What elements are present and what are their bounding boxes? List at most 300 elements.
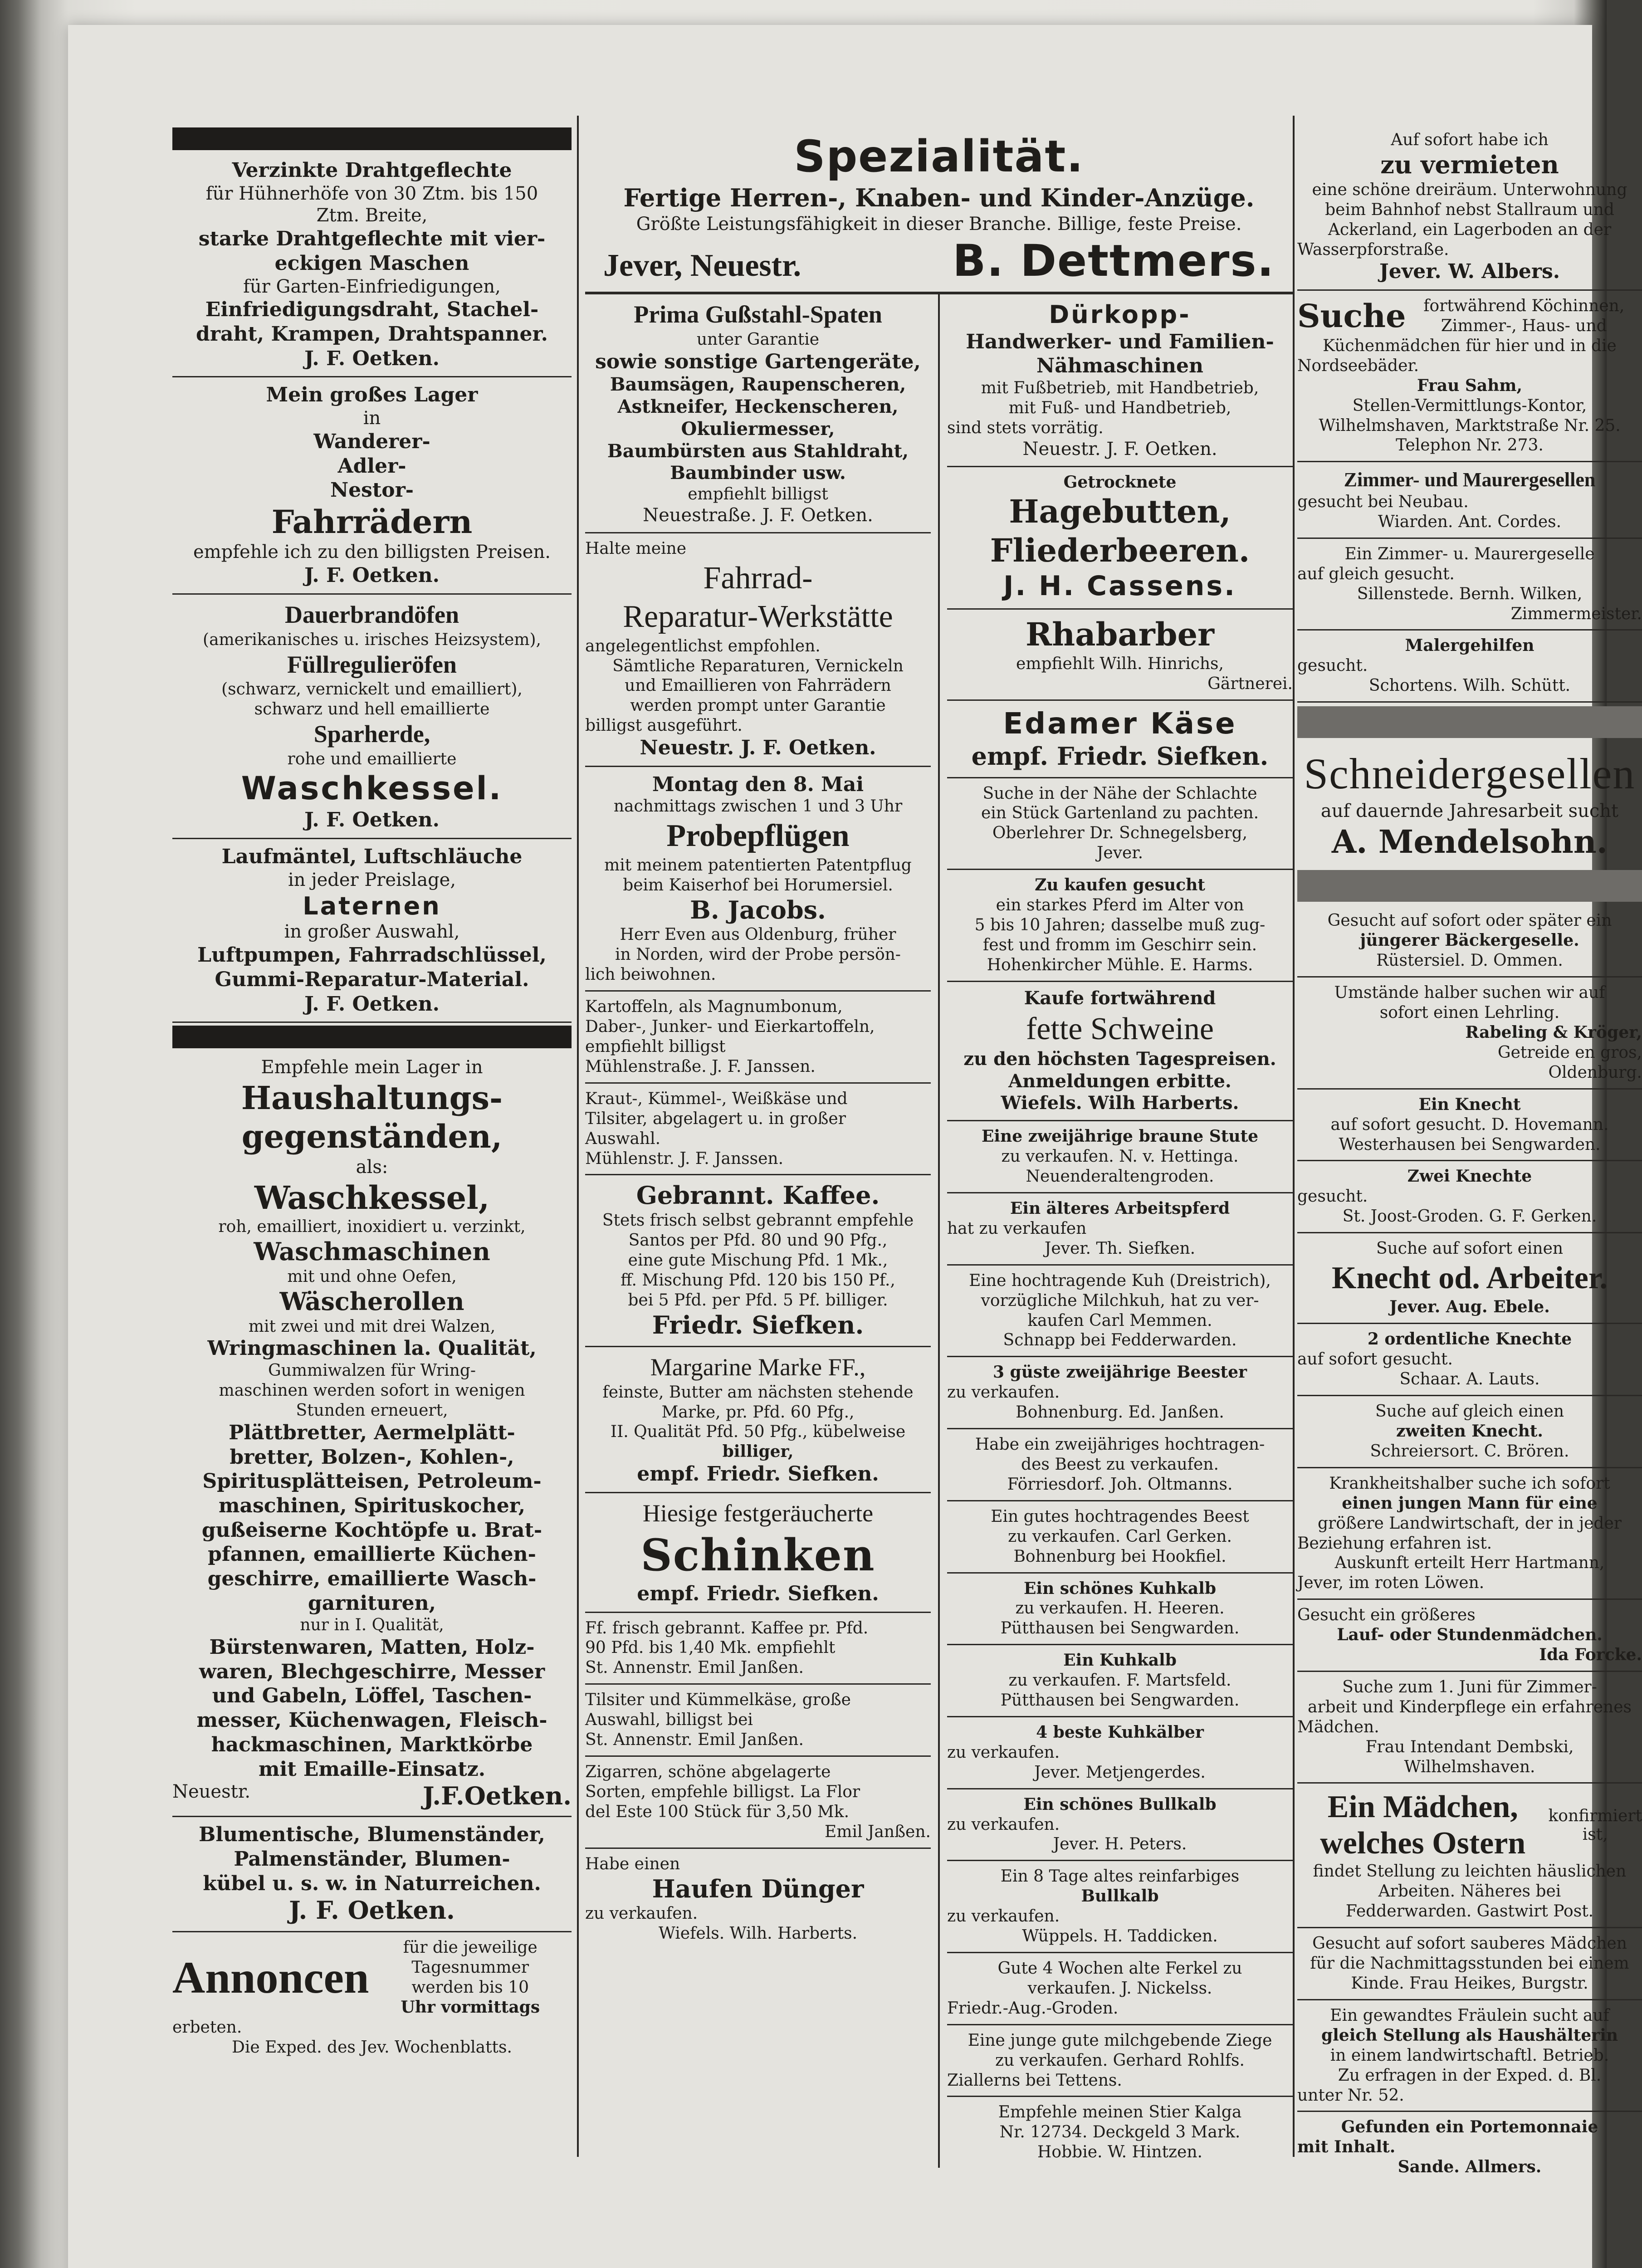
ad-line: Schnapp bei Fedderwarden. bbox=[1003, 1331, 1237, 1350]
ad-line: eckigen Maschen bbox=[274, 251, 469, 275]
ad-headline: fette Schweine bbox=[1026, 1011, 1214, 1046]
ad-signature: A. Mendelsohn. bbox=[1331, 823, 1608, 861]
ad-cigars bbox=[585, 1757, 931, 1849]
ad-second-farmhand bbox=[1297, 1396, 1642, 1468]
ad-headline: Fahrrad- bbox=[703, 560, 813, 596]
ad-line: zu verkaufen. bbox=[585, 1904, 698, 1923]
ad-headline: Fahrrädern bbox=[271, 503, 473, 541]
ad-line: Bürstenwaren, Matten, Holz- bbox=[209, 1636, 535, 1659]
ad-flower-stands bbox=[172, 1817, 572, 1932]
ad-line: Nr. 12734. Deckgeld 3 Mark. bbox=[999, 2123, 1241, 2142]
ad-line: draht, Krampen, Drahtspanner. bbox=[196, 323, 548, 346]
ad-line: Stellen-Vermittlungs-Kontor, bbox=[1352, 396, 1587, 415]
ad-signature: J. F. Oetken. bbox=[304, 992, 440, 1016]
ad-line: Eine junge gute milchgebende Ziege bbox=[968, 2031, 1272, 2050]
ad-line: Ein 8 Tage altes reinfarbiges bbox=[1000, 1867, 1240, 1886]
ad-signature: J.F.Oetken. bbox=[422, 1781, 572, 1811]
ad-line: Ff. frisch gebrannt. Kaffee pr. Pfd. bbox=[585, 1618, 869, 1637]
ad-line: Malergehilfen bbox=[1405, 636, 1534, 655]
ad-line: gesucht bei Neubau. bbox=[1297, 493, 1469, 511]
ad-line: in bbox=[363, 408, 381, 429]
ad-signature: empf. Friedr. Siefken. bbox=[637, 1462, 879, 1486]
ad-coffee-janssen bbox=[585, 1613, 931, 1685]
ad-line: Zimmermeister. bbox=[1510, 604, 1642, 623]
ad-tilsiter-janssen bbox=[585, 1685, 931, 1757]
newspaper-page bbox=[68, 25, 1642, 2268]
ad-signature: Neuestr. J. F. Oetken. bbox=[640, 736, 876, 760]
ad-line: Luftpumpen, Fahrradschlüssel, bbox=[197, 943, 547, 967]
ad-line: nachmittags zwischen 1 und 3 Uhr bbox=[613, 797, 903, 816]
ad-line: Tagesnummer bbox=[411, 1958, 529, 1977]
ad-line: Suche auf sofort einen bbox=[1376, 1239, 1564, 1258]
ad-headline: Zimmer- und Maurergesellen bbox=[1344, 469, 1596, 491]
ad-line: zu verkaufen. F. Martsfeld. bbox=[1008, 1671, 1232, 1690]
ad-line: Hiesige festgeräucherte bbox=[642, 1499, 874, 1527]
ad-line: Größte Leistungsfähigkeit in dieser Branche. Billige, feste Preise. bbox=[636, 213, 1242, 235]
ad-line: beim Kaiserhof bei Horumersiel. bbox=[623, 875, 893, 894]
ad-line: Zigarren, schöne abgelagerte bbox=[585, 1762, 831, 1781]
ad-nanny bbox=[1297, 1672, 1642, 1784]
ad-signature: Emil Janßen. bbox=[825, 1822, 931, 1841]
ad-garden-land bbox=[947, 778, 1293, 870]
ad-line: 5 bis 10 Jahren; dasselbe muß zug- bbox=[974, 915, 1266, 934]
ad-signature: Die Exped. des Jev. Wochenblatts. bbox=[232, 2038, 512, 2057]
ad-line: Auswahl, billigst bei bbox=[585, 1711, 753, 1730]
ad-line: II. Qualität Pfd. 50 Pfg., kübelweise bbox=[610, 1422, 906, 1442]
ad-headline: Knecht od. Arbeiter. bbox=[1332, 1261, 1608, 1296]
ad-line: einen jungen Mann für eine bbox=[1342, 1493, 1598, 1513]
ad-line: mit Inhalt. bbox=[1297, 2137, 1396, 2157]
ad-line: zu verkaufen. bbox=[947, 1907, 1060, 1926]
ad-line: hackmaschinen, Marktkörbe bbox=[211, 1733, 533, 1756]
ad-signature: Ida Forcke. bbox=[1539, 1645, 1642, 1665]
ad-line: Wanderer- bbox=[313, 430, 430, 453]
ad-horse-wanted bbox=[947, 870, 1293, 982]
ad-line: in einem landwirtschaftl. Betrieb. bbox=[1330, 2046, 1609, 2065]
ad-headline: Sparherde, bbox=[313, 720, 430, 748]
ad-signature: Jever. W. Albers. bbox=[1379, 260, 1560, 284]
ad-headline: zu vermieten bbox=[1380, 150, 1559, 179]
ad-line: Adler- bbox=[337, 454, 406, 478]
ad-headline: Suche bbox=[1297, 297, 1406, 335]
ad-signature: Jever. H. Peters. bbox=[1053, 1835, 1187, 1854]
ad-line: Montag den 8. Mai bbox=[652, 772, 864, 796]
ad-signature: Schortens. Wilh. Schütt. bbox=[1368, 676, 1571, 695]
ad-found-purse bbox=[1297, 2112, 1642, 2183]
ad-signature: Neuestraße. J. F. Oetken. bbox=[643, 505, 873, 526]
ad-rosehips bbox=[947, 467, 1293, 610]
ad-rent bbox=[1297, 125, 1642, 291]
ad-line: Oldenburg. bbox=[1548, 1063, 1642, 1082]
ad-tailors bbox=[1297, 742, 1642, 866]
ad-line: maschinen werden sofort in wenigen bbox=[219, 1381, 525, 1400]
ad-line: Frau Sahm, bbox=[1417, 376, 1523, 395]
ad-cattle-2 bbox=[947, 1429, 1293, 1501]
ad-line: Eine zweijährige braune Stute bbox=[981, 1127, 1259, 1146]
ad-girl-wanted bbox=[1297, 1784, 1642, 1928]
ad-line: bei 5 Pfd. per Pfd. 5 Pf. billiger. bbox=[628, 1290, 888, 1310]
separator-bar bbox=[172, 1026, 572, 1048]
ad-annoncen bbox=[172, 1932, 572, 2063]
ad-apprentice bbox=[1297, 978, 1642, 1090]
ad-signature: Pütthausen bei Sengwarden. bbox=[1000, 1691, 1240, 1710]
ad-line: Getreide en gros, bbox=[1497, 1043, 1642, 1062]
ad-line: ff. Mischung Pfd. 120 bis 150 Pf., bbox=[621, 1271, 895, 1290]
ad-line: Gefunden ein Portemonnaie bbox=[1341, 2117, 1598, 2137]
ad-signature: Friedr. Siefken. bbox=[652, 1310, 864, 1339]
ad-line: Wasserpforstraße. bbox=[1297, 240, 1449, 259]
ad-line: mit Emaille-Einsatz. bbox=[258, 1757, 486, 1781]
ad-line: Gummiwalzen für Wring- bbox=[268, 1361, 476, 1380]
ad-headline: Gebrannt. Kaffee. bbox=[636, 1181, 880, 1210]
ad-signature: Jever. Th. Siefken. bbox=[1044, 1239, 1196, 1258]
ad-line: Gummi-Reparatur-Material. bbox=[215, 968, 529, 991]
ad-line: Friedr.-Aug.-Groden. bbox=[947, 1999, 1119, 2018]
ad-line: eine schöne dreiräum. Unterwohnung bbox=[1312, 180, 1627, 199]
ad-signature: Hobbie. W. Hintzen. bbox=[1037, 2143, 1202, 2162]
ad-line: Empfehle mein Lager in bbox=[261, 1057, 483, 1078]
ad-signature: Förriesdorf. Joh. Oltmanns. bbox=[1007, 1475, 1233, 1494]
ad-line: arbeit und Kinderpflege ein erfahrenes bbox=[1307, 1697, 1632, 1716]
ad-line: sowie sonstige Gartengeräte, bbox=[595, 350, 921, 373]
ad-mare bbox=[947, 1121, 1293, 1193]
column-2b bbox=[940, 294, 1293, 2168]
ad-line: auf gleich gesucht. bbox=[1297, 564, 1455, 583]
ad-line: mit Fußbetrieb, mit Handbetrieb, bbox=[981, 379, 1259, 397]
ad-line: 90 Pfd. bis 1,40 Mk. empfiehlt bbox=[585, 1638, 836, 1657]
column-2 bbox=[585, 125, 1293, 2168]
ad-line: Habe ein zweijähriges hochtragen- bbox=[975, 1435, 1265, 1454]
ad-headline: Laternen bbox=[303, 891, 441, 920]
ad-line: Anmeldungen erbitte. bbox=[1008, 1070, 1232, 1092]
ad-line: Fertige Herren-, Knaben- und Kinder-Anzüge. bbox=[623, 183, 1255, 213]
ad-line: zu verkaufen. N. v. Hettinga. bbox=[1001, 1147, 1239, 1166]
ad-line: Gesucht auf sofort oder später ein bbox=[1327, 911, 1612, 930]
ad-coffee bbox=[585, 1175, 931, 1347]
ad-line: Kartoffeln, als Magnumbonum, bbox=[585, 997, 843, 1017]
ad-cooks-wanted bbox=[1297, 291, 1642, 462]
ad-line: Uhr vormittags bbox=[401, 1997, 540, 2017]
ad-margarine bbox=[585, 1347, 931, 1493]
ad-line: auf dauernde Jahresarbeit sucht bbox=[1320, 801, 1619, 822]
ad-headline: Schneidergesellen bbox=[1304, 749, 1636, 798]
ad-line: del Este 100 Stück für 3,50 Mk. bbox=[585, 1802, 850, 1821]
ad-line: Sämtliche Reparaturen, Vernickeln bbox=[612, 656, 904, 675]
ad-line: Tilsiter und Kümmelkäse, große bbox=[585, 1691, 851, 1710]
ad-line: Blumentische, Blumenständer, bbox=[199, 1823, 545, 1847]
ad-wire-mesh bbox=[172, 153, 572, 377]
ad-line: Sorten, empfehle billigst. La Flor bbox=[585, 1782, 860, 1801]
ad-line: Arbeiten. Näheres bei bbox=[1378, 1882, 1561, 1901]
ad-signature: B. Jacobs. bbox=[690, 895, 826, 924]
ad-line: zu verkaufen. bbox=[947, 1815, 1060, 1834]
ad-line: Kraut-, Kümmel-, Weißkäse und bbox=[585, 1089, 848, 1108]
ad-line: Halte meine bbox=[585, 539, 687, 558]
ad-line: Lauf- oder Stundenmädchen. bbox=[1337, 1625, 1603, 1645]
ad-line: Eine hochtragende Kuh (Dreistrich), bbox=[969, 1271, 1271, 1290]
ad-two-farmhands bbox=[1297, 1161, 1642, 1233]
ad-signature: St. Annenstr. Emil Janßen. bbox=[585, 1730, 804, 1750]
ad-line: schwarz und hell emaillierte bbox=[254, 700, 490, 719]
ad-line: Santos per Pfd. 80 und 90 Pfg., bbox=[628, 1231, 888, 1250]
ad-bicycles bbox=[172, 377, 572, 594]
ad-line: Habe einen bbox=[585, 1854, 680, 1873]
ad-line: Frau Intendant Dembski, bbox=[1365, 1737, 1574, 1756]
ad-line: Suche in der Nähe der Schlachte bbox=[982, 784, 1257, 803]
ad-pigs bbox=[947, 982, 1293, 1122]
ad-line: Zwei Knechte bbox=[1407, 1167, 1532, 1186]
ad-line: mit meinem patentierten Patentpflug bbox=[604, 855, 912, 875]
ad-line: zu verkaufen. bbox=[947, 1383, 1060, 1402]
ad-line: 3 güste zweijährige Beester bbox=[992, 1363, 1247, 1382]
ad-signature: Rabeling & Kröger, bbox=[1465, 1022, 1642, 1042]
ad-line: findet Stellung zu leichten häuslichen bbox=[1313, 1862, 1627, 1881]
ad-line: erbeten. bbox=[172, 2018, 242, 2037]
ad-line: Telephon Nr. 273. bbox=[1396, 436, 1544, 455]
ad-line: kübel u. s. w. in Naturreichen. bbox=[203, 1872, 541, 1895]
ad-location: Neuestr. bbox=[172, 1781, 251, 1803]
ad-line: empfiehlt billigst bbox=[688, 485, 828, 504]
ad-line: Baumbürsten aus Stahldraht, bbox=[607, 440, 909, 462]
ad-line: Zu erfragen in der Exped. d. Bl. bbox=[1338, 2066, 1602, 2085]
ad-line: Wilhelmshaven, Marktstraße Nr. 25. bbox=[1319, 416, 1621, 435]
ad-line: garnituren, bbox=[308, 1591, 436, 1615]
ad-line: Ein gutes hochtragendes Beest bbox=[991, 1507, 1249, 1526]
ad-signature: St. Annenstr. Emil Janßen. bbox=[585, 1658, 804, 1677]
ad-line: Westerhausen bei Sengwarden. bbox=[1339, 1135, 1601, 1154]
ad-line: beim Bahnhof nebst Stallraum und bbox=[1325, 200, 1614, 219]
ad-signature: Wiarden. Ant. Cordes. bbox=[1378, 512, 1562, 531]
ad-bull bbox=[947, 2097, 1293, 2168]
ad-signature: Rüstersiel. D. Ommen. bbox=[1376, 951, 1563, 970]
ad-line: eine gute Mischung Pfd. 1 Mk., bbox=[628, 1251, 888, 1270]
ad-signature: empf. Friedr. Siefken. bbox=[637, 1582, 879, 1605]
ad-signature: Bohnenburg bei Hookfiel. bbox=[1013, 1547, 1227, 1566]
ad-line: Einfriedigungsdraht, Stachel- bbox=[205, 298, 539, 322]
ad-headline: Spezialität. bbox=[794, 131, 1084, 182]
ad-signature: Jever. Aug. Ebele. bbox=[1389, 1297, 1550, 1317]
ad-headline: Margarine Marke FF., bbox=[650, 1353, 866, 1381]
ad-spades bbox=[585, 294, 931, 533]
ad-line: (amerikanisches u. irisches Heizsystem), bbox=[203, 630, 541, 649]
ad-line: mit und ohne Oefen, bbox=[287, 1267, 457, 1286]
ad-line: Stunden erneuert, bbox=[296, 1401, 448, 1420]
ad-signature: Wüppels. H. Taddicken. bbox=[1022, 1927, 1218, 1946]
ad-line: Waschmaschinen bbox=[254, 1237, 490, 1266]
ad-signature: Sillenstede. Bernh. Wilken, bbox=[1357, 584, 1583, 603]
ad-line: Beziehung erfahren ist. bbox=[1297, 1534, 1492, 1553]
ad-line: Baumbinder usw. bbox=[670, 462, 846, 484]
ad-goat bbox=[947, 2025, 1293, 2097]
ad-line: Handwerker- und Familien- bbox=[966, 330, 1274, 353]
ad-signature: Kinde. Frau Heikes, Burgstr. bbox=[1351, 1974, 1588, 1993]
ad-signature: J. F. Oetken. bbox=[304, 564, 440, 587]
ad-piglets bbox=[947, 1953, 1293, 2025]
ad-line: Gesucht ein größeres bbox=[1297, 1606, 1476, 1625]
ad-headline: Schinken bbox=[640, 1529, 875, 1581]
ad-line: Nestor- bbox=[330, 479, 414, 502]
ad-line: (schwarz, vernickelt und emailliert), bbox=[221, 680, 523, 699]
ad-line: Ein schönes Bullkalb bbox=[1023, 1794, 1217, 1814]
ad-line: jüngerer Bäckergeselle. bbox=[1360, 931, 1579, 950]
ad-line: werden bis 10 bbox=[411, 1978, 529, 1997]
ad-bull-calf bbox=[947, 1789, 1293, 1862]
ad-headline: Reparatur-Werkstätte bbox=[623, 599, 893, 635]
ad-line: Zimmer-, Haus- und bbox=[1441, 316, 1607, 335]
ad-headline: Fliederbeeren. bbox=[990, 531, 1250, 569]
ad-headline: Dürkopp- bbox=[1049, 300, 1191, 329]
ad-line: als: bbox=[356, 1156, 388, 1178]
ad-headline: Waschkessel, bbox=[254, 1178, 490, 1217]
ad-mason bbox=[1297, 539, 1642, 631]
ad-cattle-1 bbox=[947, 1357, 1293, 1429]
ad-line: Ein älteres Arbeitspferd bbox=[1010, 1199, 1230, 1218]
ad-headline: gegenständen, bbox=[241, 1118, 503, 1156]
ad-signature: St. Joost-Groden. G. F. Gerken. bbox=[1342, 1207, 1597, 1226]
ad-line: feinste, Butter am nächsten stehende bbox=[602, 1383, 914, 1402]
ad-signature: Hohenkircher Mühle. E. Harms. bbox=[987, 955, 1253, 974]
ad-line: Suche zum 1. Juni für Zimmer- bbox=[1342, 1677, 1597, 1696]
ad-young-man bbox=[1297, 1468, 1642, 1600]
ad-line: nur in I. Qualität, bbox=[300, 1616, 444, 1635]
column-rule bbox=[1293, 116, 1295, 2157]
ad-line: Palmenständer, Blumen- bbox=[234, 1847, 510, 1871]
ad-line: waren, Blechgeschirre, Messer bbox=[199, 1660, 545, 1683]
ad-line: lich beiwohnen. bbox=[585, 965, 716, 984]
ad-line: empfiehlt billigst bbox=[585, 1037, 726, 1056]
ad-headline: Annoncen bbox=[172, 1952, 369, 2003]
ad-line: Auswahl. bbox=[585, 1129, 661, 1148]
ad-sewing-machines bbox=[947, 294, 1293, 467]
ad-line: Marke, pr. Pfd. 60 Pfg., bbox=[661, 1403, 855, 1422]
ad-signature: Wiefels. Wilh. Harberts. bbox=[658, 1924, 858, 1943]
ad-signature: J. F. Oetken. bbox=[304, 347, 440, 370]
ad-calves bbox=[947, 1717, 1293, 1789]
ad-line: rohe und emaillierte bbox=[287, 750, 457, 769]
decorative-bar bbox=[1297, 870, 1642, 902]
ad-line: ein starkes Pferd im Alter von bbox=[996, 896, 1244, 915]
ad-line: messer, Küchenwagen, Fleisch- bbox=[196, 1709, 547, 1732]
ad-line: zweiten Knecht. bbox=[1396, 1421, 1543, 1441]
ad-headline: Rhabarber bbox=[1026, 616, 1214, 654]
ad-line: Nordseebäder. bbox=[1297, 356, 1419, 375]
ad-line: gußeiserne Kochtöpfe u. Brat- bbox=[201, 1518, 542, 1542]
ad-line: Gesucht auf sofort sauberes Mädchen bbox=[1312, 1934, 1627, 1953]
ad-edam-cheese bbox=[947, 701, 1293, 778]
ad-line: Ein schönes Kuhkalb bbox=[1023, 1579, 1217, 1598]
ad-line: Suche auf gleich einen bbox=[1375, 1402, 1564, 1421]
ad-potatoes bbox=[585, 992, 931, 1084]
ad-line: Astkneifer, Heckenscheren, bbox=[617, 396, 899, 418]
ad-line: zu den höchsten Tagespreisen. bbox=[963, 1048, 1276, 1070]
ad-line: Plättbretter, Aermelplätt- bbox=[229, 1421, 515, 1444]
ad-line: Umstände halber suchen wir auf bbox=[1334, 983, 1605, 1002]
ad-line: zu verkaufen. Carl Gerken. bbox=[1008, 1527, 1232, 1546]
ad-signature: J. F. Oetken. bbox=[304, 808, 440, 832]
ad-line: Auskunft erteilt Herr Hartmann, bbox=[1334, 1554, 1605, 1573]
ad-line: größere Landwirtschaft, der in jeder bbox=[1318, 1514, 1622, 1533]
ad-line: für die jeweilige bbox=[403, 1938, 538, 1957]
ad-line: Laufmäntel, Luftschläuche bbox=[221, 845, 523, 869]
ad-line: empfiehlt Wilh. Hinrichs, bbox=[1016, 654, 1224, 673]
ad-dettmers bbox=[585, 125, 1293, 294]
ad-line: billigst ausgeführt. bbox=[585, 716, 743, 735]
ad-ham bbox=[585, 1493, 931, 1613]
ad-line: des Beest zu verkaufen. bbox=[1021, 1455, 1219, 1474]
ad-line: Ein Knecht bbox=[1418, 1095, 1521, 1114]
ad-line: Küchenmädchen für hier und in die bbox=[1323, 336, 1617, 355]
ad-worker bbox=[1297, 1233, 1642, 1324]
ad-line: Spiritusplätteisen, Petroleum- bbox=[202, 1470, 542, 1493]
ad-line: Empfehle meinen Stier Kalga bbox=[998, 2103, 1242, 2122]
ad-signature: empf. Friedr. Siefken. bbox=[971, 741, 1269, 771]
ad-line: Neuenderaltengroden. bbox=[1026, 1167, 1214, 1186]
ad-line: angelegentlichst empfohlen. bbox=[585, 636, 821, 655]
ad-line: maschinen, Spirituskocher, bbox=[218, 1494, 526, 1517]
ad-line: und Emaillieren von Fahrrädern bbox=[625, 676, 891, 695]
ad-line: hat zu verkaufen bbox=[947, 1219, 1087, 1238]
ad-line: Ein gewandtes Fräulein sucht auf bbox=[1330, 2006, 1609, 2025]
ad-workhorse bbox=[947, 1193, 1293, 1266]
ad-signature: Schaar. A. Lauts. bbox=[1399, 1370, 1540, 1389]
ad-line: starke Drahtgeflechte mit vier- bbox=[198, 227, 546, 251]
ad-line: vorzügliche Milchkuh, hat zu ver- bbox=[981, 1291, 1259, 1310]
ad-line: fest und fromm im Geschirr sein. bbox=[982, 935, 1257, 954]
ad-line: Bullkalb bbox=[1081, 1887, 1159, 1906]
ad-line: Wringmaschinen la. Qualität, bbox=[207, 1337, 537, 1360]
ad-plough-demo bbox=[585, 767, 931, 992]
ad-headline: Dauerbrandöfen bbox=[284, 601, 459, 628]
ad-signature: Bohnenburg. Ed. Janßen. bbox=[1016, 1403, 1224, 1422]
ad-line: kaufen Carl Memmen. bbox=[1027, 1311, 1212, 1330]
ad-line: mit zwei und mit drei Walzen, bbox=[248, 1317, 496, 1336]
column-rule bbox=[577, 116, 579, 2157]
column-2a bbox=[585, 294, 940, 2168]
ad-carpenters bbox=[1297, 462, 1642, 538]
ad-cow bbox=[947, 1266, 1293, 1358]
ad-line: werden prompt unter Garantie bbox=[630, 696, 886, 715]
ad-line: roh, emailliert, inoxidiert u. verzinkt, bbox=[218, 1217, 526, 1236]
ad-line: gleich Stellung als Haushälterin bbox=[1321, 2025, 1618, 2045]
ad-headline: Prima Gußstahl-Spaten bbox=[634, 300, 882, 328]
ad-line: zu verkaufen. Gerhard Rohlfs. bbox=[995, 2051, 1245, 2070]
ad-signature: Pütthausen bei Sengwarden. bbox=[1000, 1619, 1240, 1638]
ad-line: Ackerland, ein Lagerboden an der bbox=[1328, 220, 1612, 239]
ad-signature: Schreiersort. C. Brören. bbox=[1370, 1442, 1569, 1461]
ad-line: Mädchen. bbox=[1297, 1717, 1379, 1736]
ad-signature: Mühlenstr. J. F. Janssen. bbox=[585, 1149, 784, 1168]
ad-line: sofort einen Lehrling. bbox=[1379, 1003, 1560, 1022]
ad-line: mit Fuß- und Handbetrieb, bbox=[1008, 398, 1232, 417]
ad-signature: Mühlenstraße. J. F. Janssen. bbox=[585, 1057, 816, 1076]
ad-line: Stets frisch selbst gebrannt empfehle bbox=[602, 1211, 914, 1230]
ad-line: empfehle ich zu den billigsten Preisen. bbox=[193, 542, 551, 563]
ad-line: Ein Zimmer- u. Maurergeselle bbox=[1344, 544, 1595, 563]
ad-line: Ztm. Breite, bbox=[316, 205, 428, 226]
ad-line: Wäscherollen bbox=[279, 1286, 464, 1316]
ad-line: fortwährend Köchinnen, bbox=[1423, 297, 1625, 316]
ad-errand-girl bbox=[1297, 1600, 1642, 1672]
ad-line: in großer Auswahl, bbox=[284, 921, 460, 943]
ad-line: 2 ordentliche Knechte bbox=[1367, 1330, 1572, 1349]
ad-knechte bbox=[1297, 1324, 1642, 1396]
ad-line: geschirre, emaillierte Wasch- bbox=[207, 1567, 537, 1590]
ad-line: Jever, im roten Löwen. bbox=[1297, 1574, 1485, 1593]
ad-tyres bbox=[172, 839, 572, 1023]
ad-painters bbox=[1297, 631, 1642, 703]
ad-line: billiger, bbox=[722, 1442, 794, 1461]
ad-line: Baumsägen, Raupenscheren, bbox=[610, 374, 906, 396]
